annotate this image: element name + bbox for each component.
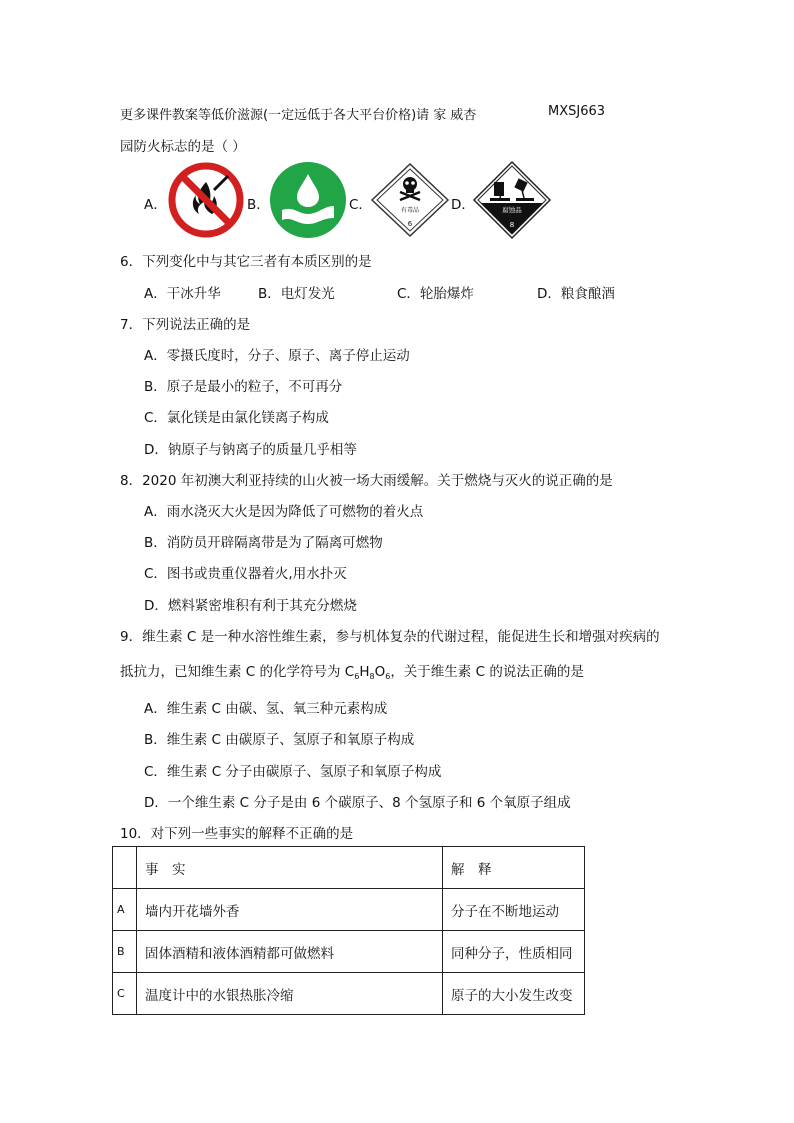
q6-option-a: A．干冰升华: [144, 286, 221, 302]
row-index: A: [113, 889, 137, 931]
q9-stem-pre: 抵抗力，已知维生素 C 的化学符号为 C: [120, 664, 355, 680]
table-row: [113, 931, 585, 973]
q5-option-c-label: C．: [349, 197, 372, 213]
q8-option-a: A．雨水浇灭大火是因为降低了可燃物的着火点: [144, 504, 424, 520]
corrosive-icon: [472, 160, 552, 244]
q9-option-c: C．维生素 C 分子由碳原子、氢原子和氧原子构成: [144, 764, 442, 780]
q6-option-c: C．轮胎爆炸: [397, 286, 474, 302]
q9-stem-line1: 9．维生素 C 是一种水溶性维生素，参与机体复杂的代谢过程，能促进生长和增强对疾病的: [120, 629, 660, 645]
row-fact: 墙内开花墙外香: [137, 889, 443, 931]
header-cell-index: [113, 847, 137, 889]
row-explanation: 原子的大小发生改变: [443, 973, 585, 1015]
q7-option-a: A．零摄氏度时，分子、原子、离子停止运动: [144, 348, 410, 364]
table-row: [113, 889, 585, 931]
q7-option-d: D．钠原子与钠离子的质量几乎相等: [144, 442, 357, 458]
row-fact: 温度计中的水银热胀冷缩: [137, 973, 443, 1015]
promo-code: MXSJ663: [548, 104, 606, 119]
q5-option-d-label: D．: [451, 197, 475, 213]
formula-h: H: [359, 664, 370, 680]
q7-option-c: C．氯化镁是由氯化镁离子构成: [144, 410, 329, 426]
table-header-row: [113, 847, 585, 889]
q5-option-a-label: A．: [144, 197, 167, 213]
header-cell-explanation: 解 释: [443, 847, 585, 889]
q8-option-d: D．燃料紧密堆积有利于其充分燃烧: [144, 598, 357, 614]
formula-sub-c: 6: [354, 672, 360, 681]
row-index: C: [113, 973, 137, 1015]
q10-stem: 10．对下列一些事实的解释不正确的是: [120, 826, 354, 842]
toxic-icon: [370, 162, 450, 242]
corrosive-sign-text: 腐蚀品: [502, 206, 522, 214]
formula-o: O: [374, 664, 386, 680]
no-fire-icon: [166, 160, 246, 244]
formula-sub-h: 8: [369, 672, 375, 681]
corrosive-sign-number: 8: [509, 221, 515, 229]
formula-sub-o: 6: [385, 672, 391, 681]
q7-stem: 7．下列说法正确的是: [120, 317, 251, 333]
table-row: [113, 973, 585, 1015]
toxic-sign-text: 有毒品: [400, 207, 420, 214]
row-fact: 固体酒精和液体酒精都可做燃料: [137, 931, 443, 973]
q6-option-d: D．粮食酿酒: [537, 286, 615, 302]
promo-text: 更多课件教案等低价滋源(一定远低于各大平台价格)请 家 威杏: [120, 108, 477, 123]
header-cell-fact: 事 实: [137, 847, 443, 889]
q8-option-b: B．消防员开辟隔离带是为了隔离可燃物: [144, 535, 383, 551]
q8-stem: 8．2020 年初澳大利亚持续的山火被一场大雨缓解。关于燃烧与灭火的说正确的是: [120, 473, 613, 489]
q6-option-b: B．电灯发光: [258, 286, 335, 302]
q5-option-b-label: B．: [247, 197, 270, 213]
facts-table: [112, 846, 585, 1015]
q9-option-a: A．维生素 C 由碳、氢、氧三种元素构成: [144, 701, 388, 717]
q5-stem: 园防火标志的是（ ）: [120, 139, 246, 155]
q8-option-c: C．图书或贵重仪器着火,用水扑灭: [144, 566, 347, 582]
q7-option-b: B．原子是最小的粒子，不可再分: [144, 379, 343, 395]
water-saving-icon: [268, 160, 348, 244]
row-explanation: 同种分子，性质相同: [443, 931, 585, 973]
q9-option-d: D．一个维生素 C 分子是由 6 个碳原子、8 个氢原子和 6 个氧原子组成: [144, 795, 571, 811]
row-explanation: 分子在不断地运动: [443, 889, 585, 931]
q9-stem-post: ，关于维生素 C 的说法正确的是: [390, 664, 584, 680]
q9-option-b: B．维生素 C 由碳原子、氢原子和氧原子构成: [144, 732, 415, 748]
q6-stem: 6．下列变化中与其它三者有本质区别的是: [120, 254, 372, 270]
toxic-sign-number: 6: [407, 220, 413, 228]
row-index: B: [113, 931, 137, 973]
q9-stem-line2: [120, 660, 584, 681]
